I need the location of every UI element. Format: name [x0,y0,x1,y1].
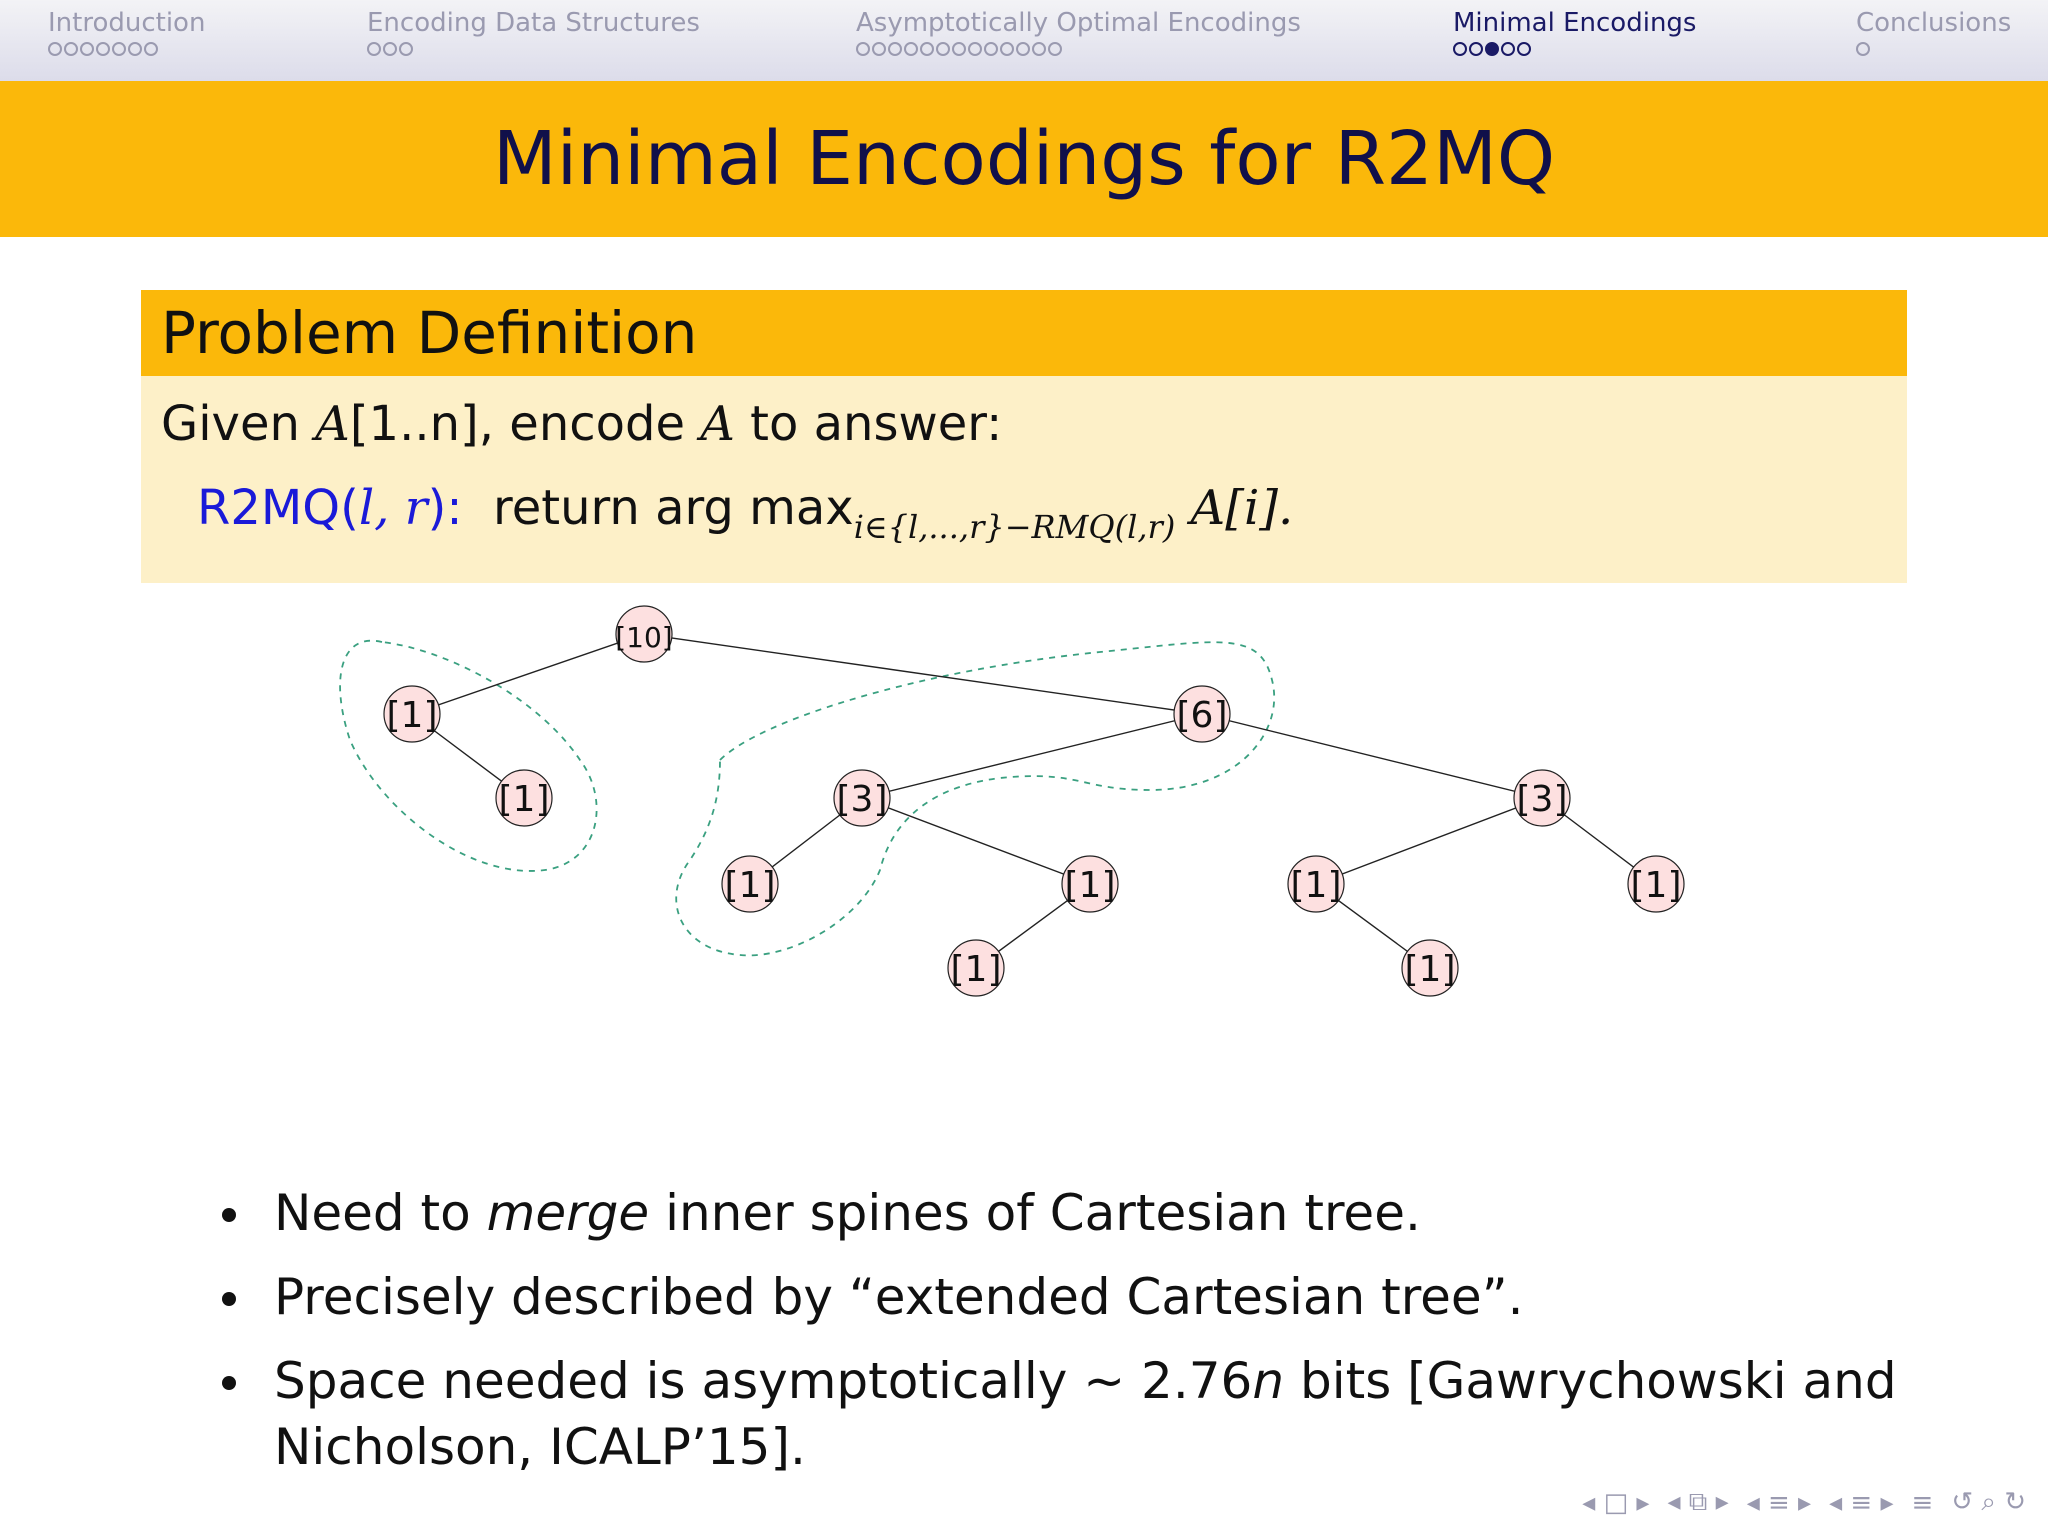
tree-edge [862,714,1202,798]
array-a: A [315,396,350,452]
merge-region-right [676,642,1274,955]
nav-label[interactable]: Conclusions [1856,8,2012,38]
tree-node-label: [1] [1290,865,1342,906]
tree-node [1514,770,1570,826]
bullet-item [210,1348,1910,1480]
bullet-text-rest: inner spines of Cartesian tree. [649,1184,1421,1242]
tree-edge [1316,798,1542,884]
bullet-list [210,1180,1910,1498]
tree-node-label: [1] [1404,949,1456,990]
encode-text: , encode [478,396,701,452]
query-args: l, r [358,480,428,536]
tree-node-label: [10] [615,621,673,654]
bullet-text-rest: bits [Gawrychowski and Nicholson, ICALP’15]. [274,1352,1897,1476]
section-nav-icon[interactable]: ◂ ≡ ▸ [1746,1487,1812,1518]
tree-edge [862,798,1090,884]
merge-regions [340,641,1274,956]
tree-node [1288,856,1344,912]
tree-node [1402,940,1458,996]
answer-text: to answer: [734,396,1003,452]
tree-node-label: [3] [836,779,888,820]
bullet-text: Need to [274,1184,487,1242]
tree-node [834,770,890,826]
subsection-nav-icon[interactable]: ◂ ⧉ ▸ [1667,1487,1729,1517]
array-range: [1..n] [349,396,479,452]
query-return: return arg max [462,480,854,536]
tree-node [615,606,672,662]
tree-node-label: [1] [724,865,776,906]
tree-node-label: [3] [1516,779,1568,820]
search-back-forward-icon[interactable]: ↺ ⌕ ↻ [1951,1487,2026,1517]
tree-node-label: [1] [386,695,438,736]
block-title: Problem Definition [161,299,698,367]
tree-node-label: [1] [1630,865,1682,906]
bullet-item [210,1180,1910,1246]
tree-edge [1202,714,1542,798]
query-name: R2MQ( [197,480,359,536]
tree-node-label: [6] [1176,695,1228,736]
tree-edges [412,634,1656,968]
given-text: Given [161,396,316,452]
tree-nodes [384,606,1684,996]
tree-node-label: [1] [498,779,550,820]
tree-node [1062,856,1118,912]
tree-node [722,856,778,912]
query-subscript: i∈{l,...,r}−RMQ(l,r) [853,508,1176,546]
nav-label[interactable]: Encoding Data Structures [367,8,700,38]
nav-label[interactable]: Introduction [48,8,206,38]
frame-nav-icon[interactable]: ◂ □ ▸ [1582,1487,1650,1518]
bullet-emphasis: n [1252,1352,1285,1410]
tree-node [1628,856,1684,912]
tree-node [1174,686,1230,742]
nav-label[interactable]: Asymptotically Optimal Encodings [856,8,1301,38]
query-close: ): [427,480,463,536]
tree-edge [412,634,644,714]
query-expression: A[i]. [1175,480,1294,536]
bullet-emphasis: merge [486,1184,650,1242]
bullet-item [210,1264,1910,1330]
slide-title: Minimal Encodings for R2MQ [492,116,1556,202]
beamer-navigation [1582,1487,2026,1518]
tree-node-label: [1] [950,949,1002,990]
tree-edge [644,634,1202,714]
document-nav-icon[interactable]: ◂ ≡ ▸ [1829,1487,1894,1518]
array-a-2: A [700,396,735,452]
bullet-text: Precisely described by “extended Cartesian tree”. [274,1268,1524,1326]
tree-node [948,940,1004,996]
tree-node [384,686,440,742]
nav-label[interactable]: Minimal Encodings [1453,8,1697,38]
tree-node-label: [1] [1064,865,1116,906]
tree-node [496,770,552,826]
toc-icon[interactable]: ≡ [1911,1487,1934,1518]
bullet-text: Space needed is asymptotically ∼ 2.76 [274,1352,1253,1410]
